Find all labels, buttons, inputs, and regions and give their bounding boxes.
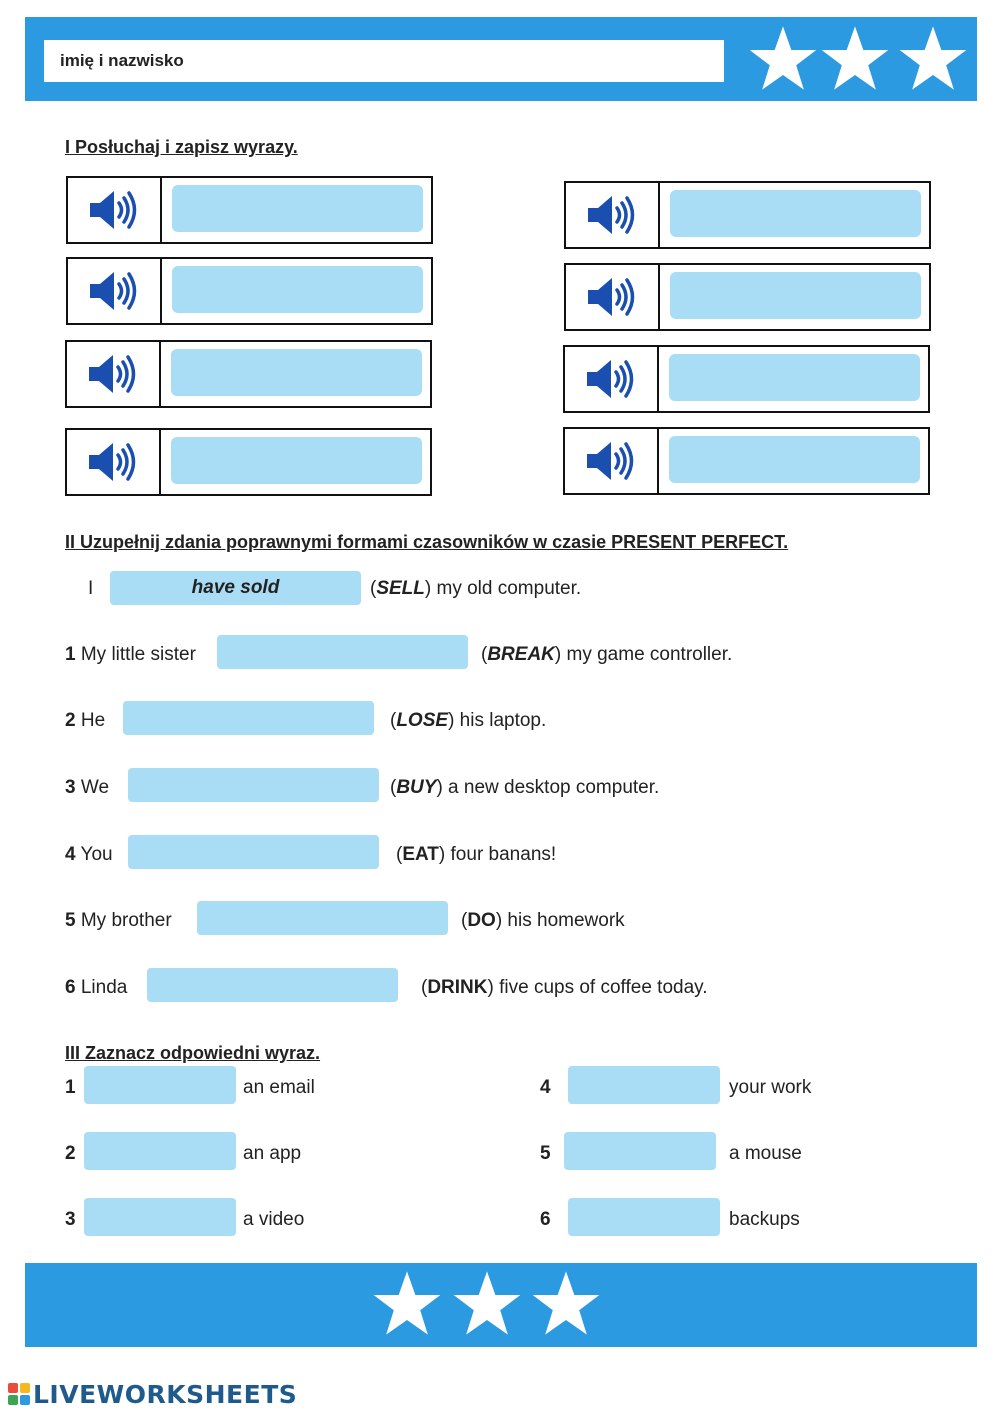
sentence-lead bbox=[65, 844, 113, 866]
star-icon bbox=[452, 1270, 522, 1336]
sentence-lead bbox=[65, 644, 196, 666]
speaker-icon[interactable] bbox=[88, 269, 142, 313]
verb-base: LOSE bbox=[396, 710, 449, 731]
example-answer-field[interactable] bbox=[110, 571, 361, 605]
speaker-icon[interactable] bbox=[586, 275, 640, 319]
sentence-number: 2 bbox=[65, 710, 76, 731]
sentence-tail: (EAT) four banans! bbox=[396, 844, 557, 865]
example-answer: have sold bbox=[191, 577, 280, 598]
example-verb: SELL bbox=[376, 578, 425, 599]
audio-item bbox=[65, 428, 432, 496]
divider bbox=[160, 178, 162, 242]
sentence-lead bbox=[65, 910, 172, 932]
sentence-subject: My little sister bbox=[80, 644, 196, 665]
section3-title: III Zaznacz odpowiedni wyraz. bbox=[65, 1043, 321, 1063]
verb-base: BUY bbox=[396, 777, 437, 798]
sentence-rest: ) a new desktop computer. bbox=[436, 777, 660, 798]
speaker-icon[interactable] bbox=[87, 440, 141, 484]
verb-answer-input[interactable] bbox=[128, 768, 379, 802]
verb-answer-input[interactable] bbox=[147, 968, 398, 1002]
sentence-rest: ) my game controller. bbox=[554, 644, 733, 665]
star-icon bbox=[820, 25, 890, 91]
choice-text: backups bbox=[729, 1209, 800, 1230]
sentence-rest: ) five cups of coffee today. bbox=[487, 977, 708, 998]
verb-answer-input[interactable] bbox=[123, 701, 374, 735]
speaker-icon[interactable] bbox=[585, 439, 639, 483]
answer-input[interactable] bbox=[669, 354, 920, 401]
sentence-lead bbox=[65, 977, 127, 999]
example-subject: I bbox=[88, 578, 94, 599]
sentence-lead bbox=[65, 777, 109, 799]
example-tail: ) my old computer. bbox=[424, 578, 582, 599]
verb-base: DRINK bbox=[427, 977, 488, 998]
verb-base: BREAK bbox=[487, 644, 555, 665]
sentence-rest: ) his laptop. bbox=[448, 710, 547, 731]
sentence-number: 4 bbox=[65, 844, 76, 865]
sentence-number: 5 bbox=[65, 910, 76, 931]
sentence-tail: (DO) his homework bbox=[461, 910, 625, 931]
sentence-tail: (BUY) a new desktop computer. bbox=[390, 777, 660, 798]
sentence-tail: (LOSE) his laptop. bbox=[390, 710, 547, 731]
sentence-subject: You bbox=[80, 844, 113, 865]
star-icon bbox=[748, 25, 818, 91]
sentence-rest: ) his homework bbox=[495, 910, 625, 931]
speaker-icon[interactable] bbox=[586, 193, 640, 237]
audio-item bbox=[66, 257, 433, 325]
choice-select[interactable] bbox=[568, 1066, 720, 1104]
choice-number: 5 bbox=[540, 1143, 551, 1164]
audio-item bbox=[563, 427, 930, 495]
choice-number: 6 bbox=[540, 1209, 551, 1230]
answer-input[interactable] bbox=[669, 436, 920, 483]
verb-base: DO bbox=[467, 910, 496, 931]
divider bbox=[159, 342, 161, 406]
answer-input[interactable] bbox=[670, 190, 921, 237]
choice-text: an email bbox=[243, 1077, 315, 1098]
choice-number: 1 bbox=[65, 1077, 76, 1098]
audio-item bbox=[564, 263, 931, 331]
star-icon bbox=[531, 1270, 601, 1336]
divider bbox=[657, 429, 659, 493]
section1-title: I Posłuchaj i zapisz wyrazy. bbox=[65, 137, 298, 157]
sentence-number: 3 bbox=[65, 777, 76, 798]
sentence-lead bbox=[65, 710, 105, 732]
choice-select[interactable] bbox=[84, 1198, 236, 1236]
verb-answer-input[interactable] bbox=[217, 635, 468, 669]
verb-base: EAT bbox=[402, 844, 439, 865]
star-icon bbox=[372, 1270, 442, 1336]
choice-select[interactable] bbox=[564, 1132, 716, 1170]
divider bbox=[159, 430, 161, 494]
sentence-number: 6 bbox=[65, 977, 76, 998]
sentence-subject: We bbox=[80, 777, 110, 798]
audio-item bbox=[564, 181, 931, 249]
choice-text: an app bbox=[243, 1143, 302, 1164]
sentence-subject: Linda bbox=[80, 977, 128, 998]
speaker-icon[interactable] bbox=[88, 188, 142, 232]
answer-input[interactable] bbox=[172, 266, 423, 313]
section2-title: II Uzupełnij zdania poprawnymi formami czasowników w czasie PRESENT PERFECT. bbox=[65, 532, 789, 552]
sentence-tail: (BREAK) my game controller. bbox=[481, 644, 733, 665]
audio-item bbox=[66, 176, 433, 244]
choice-number: 3 bbox=[65, 1209, 76, 1230]
speaker-icon[interactable] bbox=[585, 357, 639, 401]
sentence-tail: (DRINK) five cups of coffee today. bbox=[421, 977, 708, 998]
divider bbox=[160, 259, 162, 323]
answer-input[interactable] bbox=[670, 272, 921, 319]
answer-input[interactable] bbox=[172, 185, 423, 232]
name-field[interactable] bbox=[44, 40, 724, 82]
divider bbox=[657, 347, 659, 411]
speaker-icon[interactable] bbox=[87, 352, 141, 396]
answer-input[interactable] bbox=[171, 349, 422, 396]
sentence-subject: My brother bbox=[80, 910, 172, 931]
choice-number: 2 bbox=[65, 1143, 76, 1164]
logo-text: LIVEWORKSHEETS bbox=[33, 1379, 298, 1409]
choice-select[interactable] bbox=[568, 1198, 720, 1236]
choice-text: a video bbox=[243, 1209, 305, 1230]
divider bbox=[658, 183, 660, 247]
choice-text: your work bbox=[729, 1077, 812, 1098]
choice-text: a mouse bbox=[729, 1143, 802, 1164]
divider bbox=[658, 265, 660, 329]
verb-answer-input[interactable] bbox=[128, 835, 379, 869]
sentence-rest: ) four banans! bbox=[438, 844, 557, 865]
choice-select[interactable] bbox=[84, 1066, 236, 1104]
liveworksheets-logo bbox=[8, 1377, 297, 1411]
choice-number: 4 bbox=[540, 1077, 551, 1098]
name-label: imię i nazwisko bbox=[60, 51, 184, 70]
audio-item bbox=[563, 345, 930, 413]
verb-answer-input[interactable] bbox=[197, 901, 448, 935]
logo-mark-icon bbox=[8, 1383, 30, 1405]
star-icon bbox=[898, 25, 968, 91]
sentence-subject: He bbox=[80, 710, 106, 731]
example-rest: (SELL) my old computer. bbox=[370, 578, 582, 599]
audio-item bbox=[65, 340, 432, 408]
answer-input[interactable] bbox=[171, 437, 422, 484]
sentence-number: 1 bbox=[65, 644, 76, 665]
choice-select[interactable] bbox=[84, 1132, 236, 1170]
